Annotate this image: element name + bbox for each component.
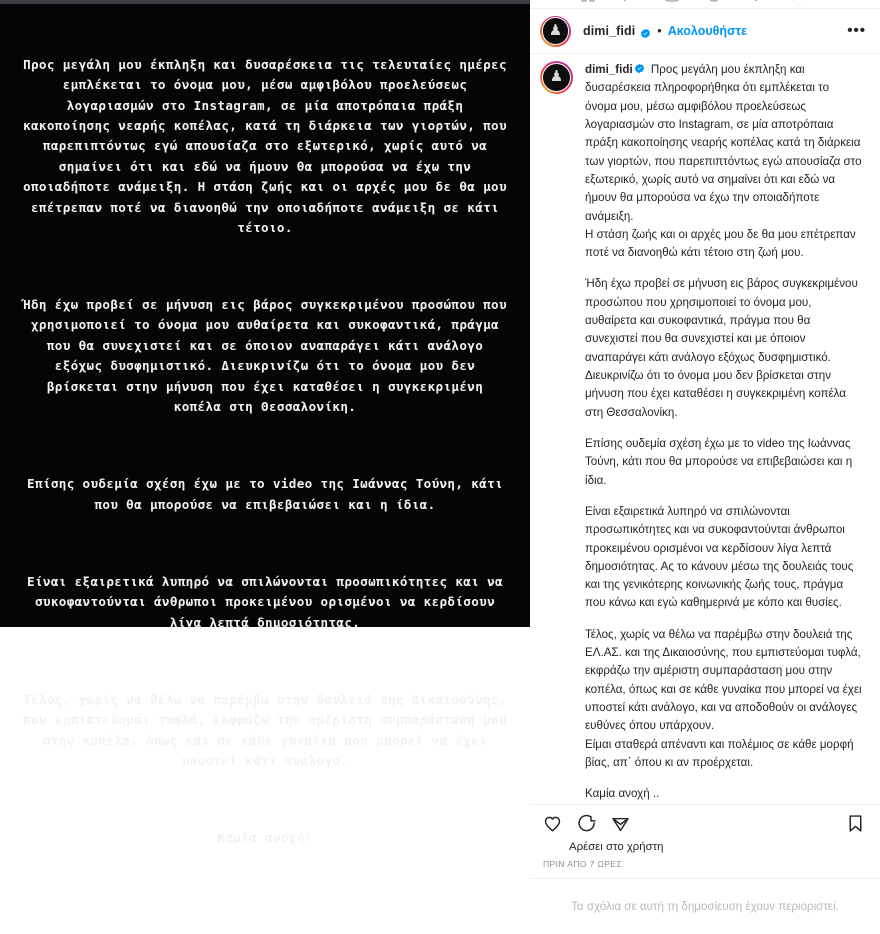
profile-avatar-glyph: ♟ <box>549 68 564 85</box>
nav-icon-group <box>580 0 806 8</box>
caption-paragraph: Επίσης ουδεμία σχέση έχω με το video της Ιωάννας Τούνη, κάτι που θα μπορούσε να επιβεβαιώσει και η ίδια. <box>585 436 853 487</box>
profile-nav-icon[interactable] <box>790 0 806 8</box>
comment-bubble-icon[interactable] <box>576 813 597 834</box>
caption-paragraph: Τέλος, χωρίς να θέλω να παρέμβω στην δουλειά της ΕΛ.ΑΣ. και της Δικαιοσύνης, που εμπιστεύομαι τυφλά, εκφράζω την αμέριστη συμπαράσταση μου στην κοπέλα, όπως και σε κάθε γυναίκα που μπορεί να έχει υποστεί κάτι ανάλογο, και να αποδοθούν οι ανάλογες ευθύνες όπου υπάρχουν. <box>585 627 862 733</box>
image-paragraph: Επίσης ουδεμία σχέση έχω με το video της Ιωάννας Τούνη, κάτι που θα μπορούσε να επιβεβαιώσει και η ίδια. <box>27 476 511 512</box>
image-paragraph: Είναι εξαιρετικά λυπηρό να σπιλώνονται προσωπικότητες και να συκοφαντούνται άνθρωποι προκειμένου ορισμένοι να κερδίσουν λίγα λεπτά δημοσιότητας. <box>27 573 511 630</box>
post-actions <box>530 804 880 878</box>
header-meta <box>583 24 845 38</box>
new-post-icon[interactable] <box>664 0 680 8</box>
messenger-icon[interactable] <box>622 0 638 8</box>
heart-icon[interactable] <box>542 813 563 834</box>
post-image-text <box>22 14 515 889</box>
avatar[interactable] <box>540 16 571 47</box>
profile-avatar-glyph: ♟ <box>548 21 563 39</box>
image-paragraph: Ήδη έχω προβεί σε μήνυση εις βάρος συγκεκριμένου προσώπου που χρησιμοποιεί το όνομα μου αυθαίρετα και συκοφαντικά, πράγμα που θα συνεχιστεί και σε όποιον αναπαράγει κάτι ανάλογο εξόχως δυσφημιστικό. Διευκρινίζω ότι το όνομα μου δεν βρίσκεται στην μήνυση που έχει καταθέσει η συγκεκριμένη κοπέλα στη Θεσσαλονίκη. <box>23 297 515 415</box>
image-paragraph: Τέλος, χωρίς να θέλω να παρέμβω στην δουλειά της Δικαιοσύνης, που εμπιστεύομαι τυφλά, εκφράζω την αμέριστη συμπαράσταση μου στην κοπέλα, όπως και σε κάθε γυναίκα που μπορεί να έχει υποστεί κάτι ανάλογο. <box>23 691 515 768</box>
verified-badge-icon <box>634 62 645 73</box>
header-username[interactable]: dimi_fidi <box>583 24 636 38</box>
image-top-edge-bar <box>0 0 530 4</box>
caption-row <box>540 61 864 804</box>
caption-text <box>585 61 864 804</box>
share-paper-plane-icon[interactable] <box>610 813 631 834</box>
verified-badge-icon <box>640 26 651 37</box>
post-caption-area[interactable] <box>530 54 880 804</box>
caption-username[interactable]: dimi_fidi <box>585 63 633 76</box>
image-paragraph: Προς μεγάλη μου έκπληξη και δυσαρέσκεια τις τελευταίες ημέρες εμπλέκεται το όνομα μου, μέσω αμφιβόλου προελεύσεως λογαριασμών στο Instagram, σε μία αποτρόπαια πράξη κακοποίησης νεαρής κοπέλας, κατά τη διάρκεια των γιορτών, που παρεπιπτόντως εγώ απουσίαζα στο εξωτερικό, χωρίς αυτό να σημαίνει ότι και εδώ να ήμουν θα μπορούσα να έχω την οποιαδήποτε ανάμειξη. Η στάση ζωής και οι αρχές μου δε θα μου επέτρεπαν ποτέ να διανοηθώ την οποιαδήποτε ανάμειξη σε κάτι τέτοιο. <box>23 56 515 235</box>
more-options-button[interactable]: ••• <box>847 22 866 39</box>
caption-avatar[interactable] <box>540 61 573 94</box>
caption-paragraph: Προς μεγάλη μου έκπληξη και δυσαρέσκεια πληροφορήθηκα ότι εμπλέκεται το όνομα μου, μέσω αμφιβόλου προελεύσεως λογαριασμών στο Instagram, σε μία αποτρόπαια πράξη κακοποίησης νεαρής κοπέλας κατά τη διάρκεια των γιορτών, που παρεπιπτόντως εγώ απουσίαζα στο εξωτερικό, χωρίς αυτό να σημαίνει ότι και εδώ να ήμουν θα μπορούσα να έχω την οποιαδήποτε ανάμειξη. <box>585 63 862 223</box>
image-paragraph: Καμία ανοχή! <box>217 830 313 846</box>
caption-paragraph: Καμία ανοχή .. <box>585 787 660 801</box>
post-header <box>530 9 880 54</box>
caption-paragraph: Είναι εξαιρετικά λυπηρό να σπιλώνονται προσωπικότητες και να συκοφαντούνται άνθρωποι προκειμένου ορισμένοι να κερδίσουν λίγα λεπτά δημοσιότητας. Ας το κάνουν μέσω της δουλειάς τους και της γενικότερης κοινωνικής ζωής τους, πράγμα που κάνω και εγώ καθημερινά με κόπο και θυσίες. <box>585 504 854 610</box>
post-timestamp: ΠΡΙΝ ΑΠΟ 7 ΩΡΕΣ <box>543 858 623 869</box>
caption-paragraph: Ήδη έχω προβεί σε μήνυση εις βάρος συγκεκριμένου προσώπου που χρησιμοποιεί το όνομα μου, αυθαίρετα και συκοφαντικά, πράγμα που θα συνεχιστεί που θα συνεχιστεί και με όποιον αναπαράγει κάτι ανάλογο εξόχως δυσφημιστικό. Διευκρινίζω ότι το όνομα μου δεν βρίσκεται στην μήνυση που έχει καταθέσει η συγκεκριμένη κοπέλα στη Θεσσαλονίκη. <box>585 277 858 419</box>
activity-heart-icon[interactable] <box>748 0 764 8</box>
header-separator: • <box>657 24 662 38</box>
clipped-nav-bar <box>530 0 880 9</box>
comments-disabled-message: Τα σχόλια σε αυτή τη δημοσίευση έχουν περιοριστεί. <box>571 899 839 913</box>
explore-icon[interactable] <box>706 0 722 8</box>
caption-paragraph: Είμαι σταθερά απέναντι και πολέμιος σε κάθε μορφή βίας, απ΄ όπου κι αν προέρχεται. <box>585 737 854 769</box>
home-icon[interactable] <box>580 0 596 8</box>
follow-button[interactable]: Ακολουθήστε <box>667 24 748 38</box>
comments-disabled-footer <box>530 878 880 934</box>
likes-count-label[interactable]: Αρέσει στο χρήστη <box>569 840 664 853</box>
caption-paragraph: Η στάση ζωής και οι αρχές μου δε θα μου επέτρεπαν ποτέ να διανοηθώ κάτι τέτοιο στη ζωή μου. <box>585 227 856 260</box>
action-icon-row <box>542 813 866 834</box>
instagram-post-panel <box>530 0 880 913</box>
bookmark-icon[interactable] <box>845 813 866 834</box>
